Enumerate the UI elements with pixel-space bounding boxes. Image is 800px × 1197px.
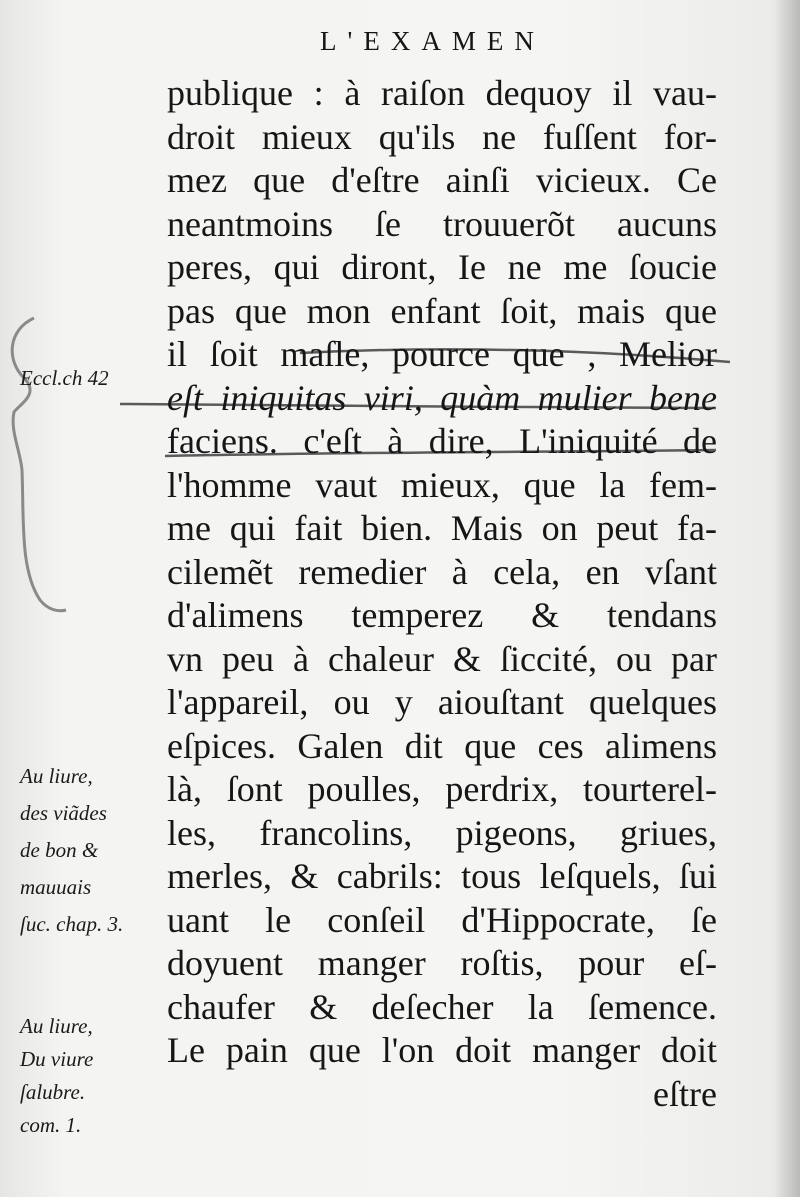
text-line: mez que d'eſtre ainſi vicieux. Ce	[167, 160, 717, 200]
text-line: les, francolins, pigeons, griues,	[167, 812, 717, 853]
margin-note-galen-1: Au liure,	[20, 764, 93, 788]
text-line: merles, & cabrils: tous leſquels, ſui	[167, 856, 717, 896]
catchword: eſtre	[653, 1073, 717, 1114]
main-text-column	[167, 72, 717, 1116]
text-line: neantmoins ſe trouuerõt aucuns	[167, 203, 717, 244]
margin-note-hippocrates-1: Au liure,	[20, 1014, 93, 1038]
text-line: peres, qui diront, Ie ne me ſoucie	[167, 247, 717, 287]
text-line: chaufer & deſecher la ſemence.	[167, 986, 717, 1027]
margin-note-hippocrates-3: ſalubre.	[20, 1080, 86, 1104]
text-line: publique : à raiſon dequoy il vau-	[167, 73, 717, 113]
text-line: d'alimens temperez & tendans	[167, 595, 717, 635]
margin-bracket-mark	[12, 318, 66, 611]
text-line: droit mieux qu'ils ne fuſſent for-	[167, 116, 717, 157]
running-title: L'EXAMEN	[320, 26, 545, 56]
text-line: l'homme vaut mieux, que la fem-	[167, 464, 717, 505]
margin-note-galen-5: ſuc. chap. 3.	[20, 912, 124, 936]
text-line: vn peu à chaleur & ſiccité, ou par	[167, 638, 717, 679]
margin-note-hippocrates-2: Du viure	[20, 1047, 94, 1071]
page-edge-shadow	[774, 0, 800, 1197]
text-line: pas que mon enfant ſoit, mais que	[167, 290, 717, 331]
margin-note-hippocrates-4: com. 1.	[20, 1113, 82, 1137]
text-line: l'appareil, ou y aiouſtant quelques	[167, 682, 717, 722]
text-line: faciens. c'eſt à dire, L'iniquité de	[167, 421, 717, 461]
text-line: il ſoit maſle, pource que , Melior	[167, 334, 717, 374]
latin-quote-line: eſt iniquitas viri, quàm mulier bene	[167, 377, 717, 418]
text-line: doyuent manger roſtis, pour eſ-	[167, 943, 717, 983]
text-line: Le pain que l'on doit manger doit	[167, 1030, 717, 1070]
margin-note-galen-4: mauuais	[20, 875, 92, 899]
text-line: me qui fait bien. Mais on peut fa-	[167, 508, 717, 548]
margin-note-galen-3: de bon &	[20, 838, 99, 862]
text-line: uant le conſeil d'Hippocrate, ſe	[167, 899, 717, 940]
margin-note-ecclesiasticus: Eccl.ch 42	[20, 366, 109, 390]
text-line: là, ſont poulles, perdrix, tourterel-	[167, 769, 717, 809]
text-line: cilemẽt remedier à cela, en vſant	[167, 551, 717, 592]
text-line: eſpices. Galen dit que ces alimens	[167, 725, 717, 766]
margin-note-galen-2: des viãdes	[20, 801, 107, 825]
